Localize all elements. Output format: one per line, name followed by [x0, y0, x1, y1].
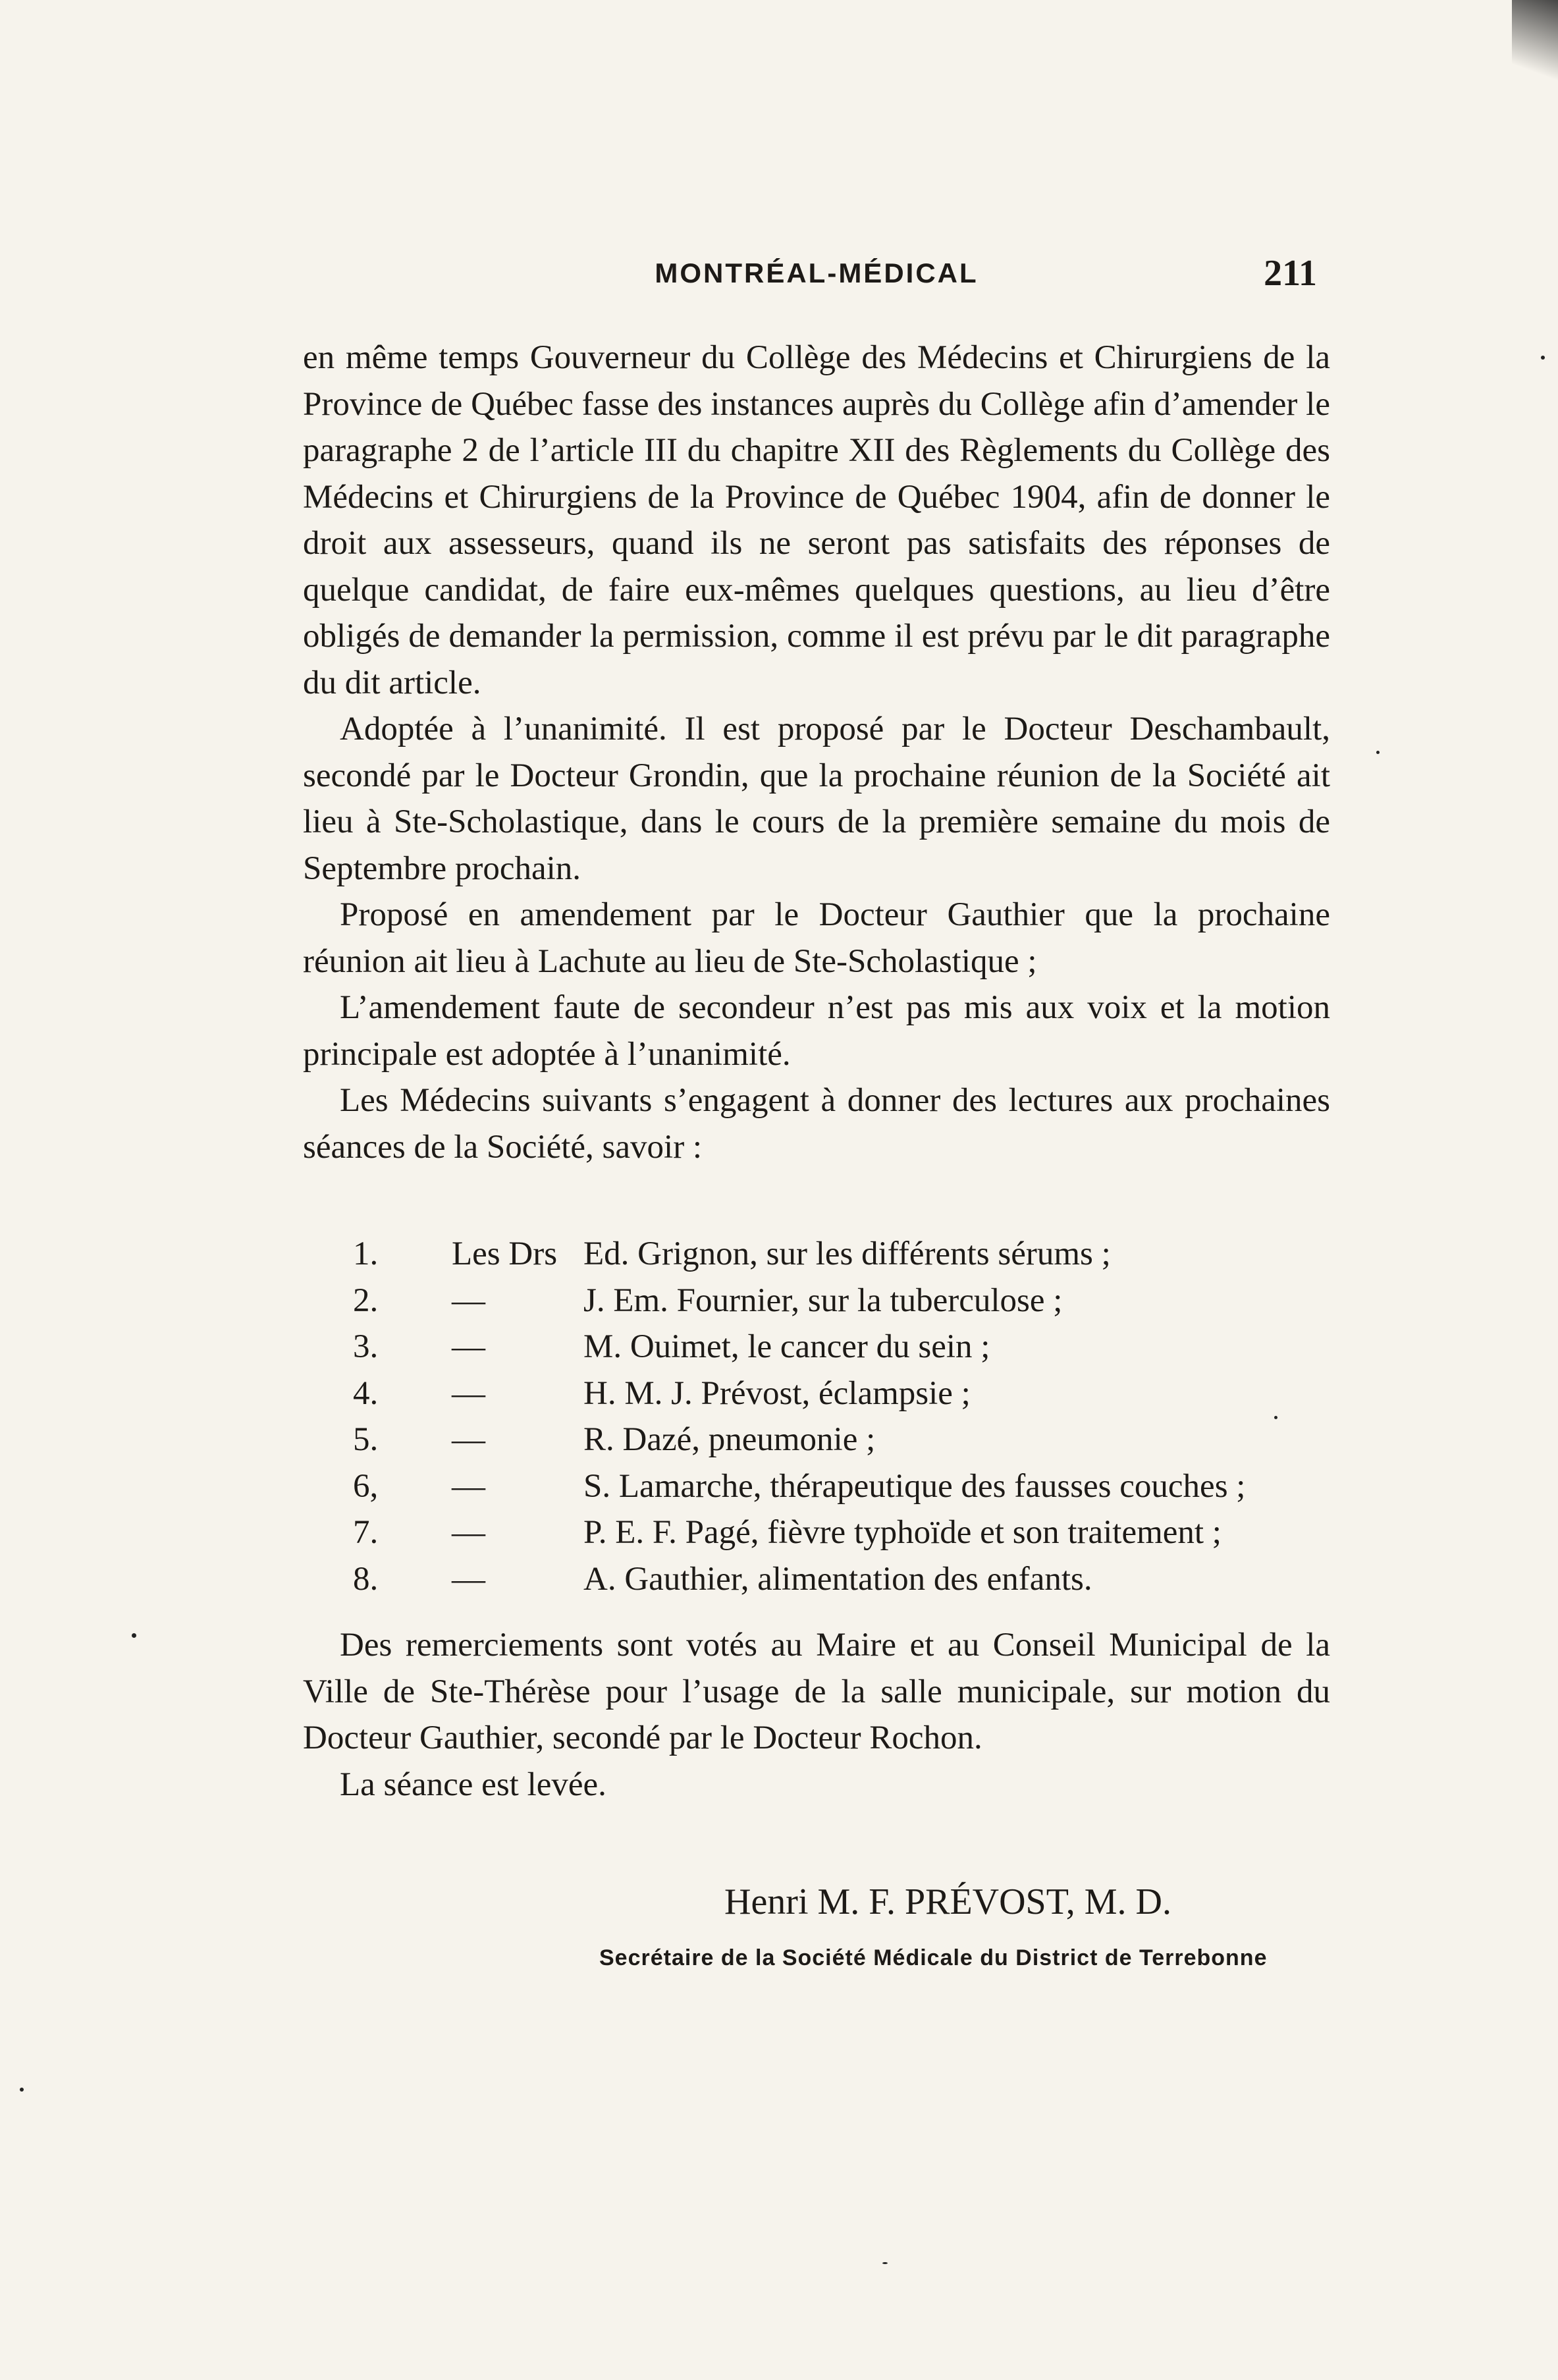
speck — [1541, 356, 1545, 360]
speck — [1274, 1416, 1277, 1419]
item-text: M. Ouimet, le cancer du sein ; — [583, 1328, 990, 1365]
item-number: 7. — [353, 1514, 379, 1551]
item-number: 8. — [353, 1560, 379, 1598]
item-prefix: — — [452, 1467, 485, 1505]
paragraph: Les Médecins suivants s’engagent à donner des lectures aux prochaines séances de la Société, savoir : — [303, 1082, 1330, 1166]
list-item — [353, 1324, 1330, 1370]
list-item — [353, 1370, 1330, 1417]
item-text: R. Dazé, pneumonie ; — [583, 1421, 876, 1458]
list-item — [353, 1231, 1330, 1278]
item-text: S. Lamarche, thérapeutique des fausses couches ; — [583, 1467, 1246, 1505]
item-prefix: — — [452, 1328, 485, 1365]
speck — [882, 2262, 888, 2264]
item-number: 2. — [353, 1282, 379, 1319]
speck — [1376, 751, 1380, 754]
paragraph: Des remerciements sont votés au Maire et au Conseil Municipal de la Ville de Ste-Thérèse pour l’usage de la salle municipale, sur motion du Docteur Gauthier, secondé par le Docteur Rochon. — [303, 1627, 1330, 1756]
item-number: 3. — [353, 1328, 379, 1365]
item-text: H. M. J. Prévost, éclampsie ; — [583, 1374, 971, 1412]
paragraph: en même temps Gouverneur du Collège des Médecins et Chirurgiens de la Province de Québec fasse des instances auprès du Collège afin d’amender le paragraphe 2 de l’article III du chapitre XII des Règlements du Collège des Médecins et Chirurgiens de la Province de Québec 1904, afin de donner le droit aux assesseurs, quand ils ne seront pas satisfaits des réponses de quelque candidat, de faire eux-mêmes quelques questions, au lieu d’être obligés de demander la permission, comme il est prévu par le dit paragraphe du dit article. — [303, 339, 1330, 701]
page-edge-shadow — [1512, 0, 1558, 99]
paragraph: Adoptée à l’unanimité. Il est proposé par le Docteur Deschambault, secondé par le Docteur Grondin, que la prochaine réunion de la Société ait lieu à Ste-Scholastique, dans le cours de la première semaine du mois de Septembre prochain. — [303, 711, 1330, 887]
list-item — [353, 1463, 1330, 1510]
item-prefix: — — [452, 1514, 485, 1551]
item-text: J. Em. Fournier, sur la tuberculose ; — [583, 1282, 1063, 1319]
item-text: Ed. Grignon, sur les différents sérums ; — [583, 1235, 1111, 1272]
item-prefix: Les Drs — [452, 1235, 558, 1272]
page-header — [303, 254, 1330, 300]
item-number: 6, — [353, 1467, 379, 1505]
item-text: P. E. F. Pagé, fièvre typhoïde et son traitement ; — [583, 1514, 1222, 1551]
running-head: MONTRÉAL-MÉDICAL — [655, 257, 979, 288]
signature-title: Secrétaire de la Société Médicale du District de Terrebonne — [599, 1945, 1268, 1970]
item-prefix: — — [452, 1421, 485, 1458]
item-number: 5. — [353, 1421, 379, 1458]
lecture-list — [303, 1231, 1330, 1602]
list-item — [353, 1278, 1330, 1324]
item-prefix: — — [452, 1282, 485, 1319]
list-item — [353, 1417, 1330, 1463]
item-text: A. Gauthier, alimentation des enfants. — [583, 1560, 1092, 1598]
item-prefix: — — [452, 1560, 485, 1598]
signature-name: Henri M. F. PRÉVOST, M. D. — [724, 1881, 1171, 1922]
paragraph: Proposé en amendement par le Docteur Gauthier que la prochaine réunion ait lieu à Lachute au lieu de Ste-Scholastique ; — [303, 896, 1330, 980]
speck — [132, 1633, 136, 1638]
list-item — [353, 1556, 1330, 1603]
page-number: 211 — [1264, 253, 1317, 294]
item-number: 1. — [353, 1235, 379, 1272]
paragraph: La séance est levée. — [340, 1766, 606, 1803]
item-number: 4. — [353, 1374, 379, 1412]
list-item — [353, 1509, 1330, 1556]
paragraph: L’amendement faute de secondeur n’est pas mis aux voix et la motion principale est adoptée à l’unanimité. — [303, 989, 1330, 1073]
item-prefix: — — [452, 1374, 485, 1412]
speck — [20, 2088, 24, 2092]
body-text — [303, 335, 1330, 1970]
